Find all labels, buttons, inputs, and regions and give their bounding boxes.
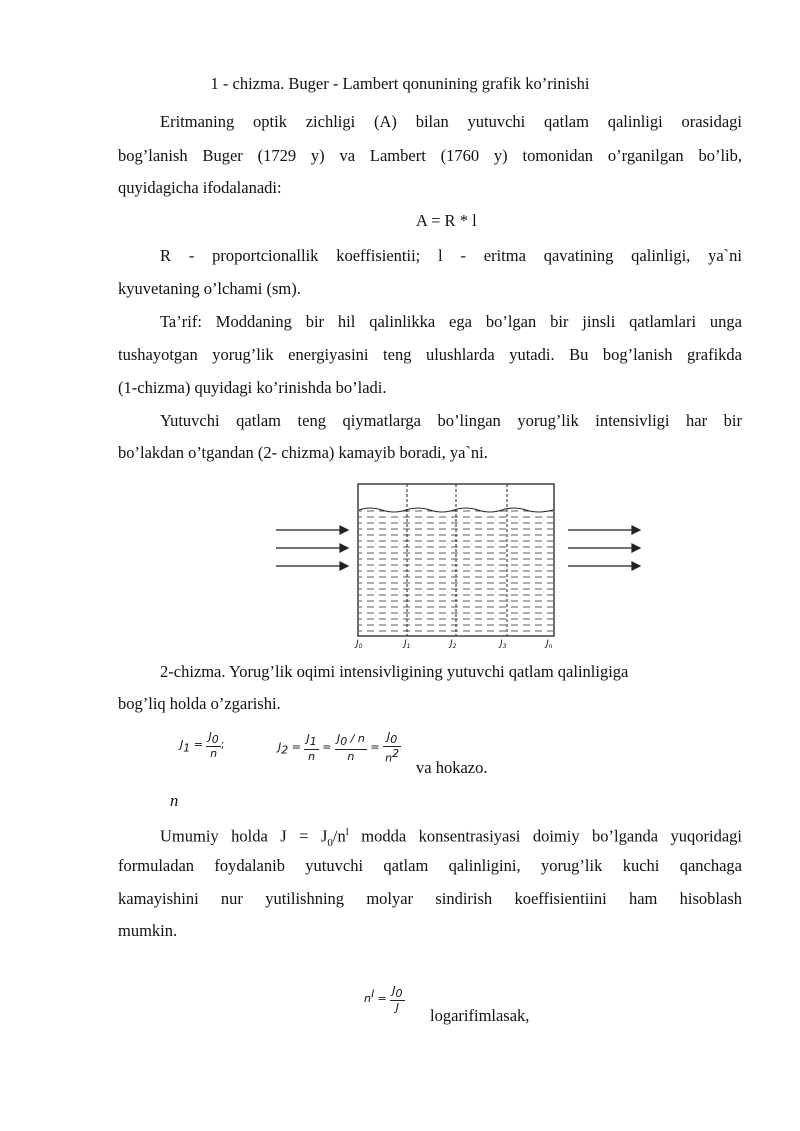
label-j1: $J_1$ <box>404 639 411 648</box>
label-j3: $J_3$ <box>500 639 507 648</box>
eq-symbol: J <box>306 732 310 746</box>
stray-n: n <box>170 791 179 810</box>
eq-sub: 1 <box>309 735 317 749</box>
eq-symbol: n <box>308 749 316 763</box>
paragraph-line: (1-chizma) quyidagi ko’rinishda bo’ladi. <box>118 378 387 397</box>
paragraph-line: bog’lanish Buger (1729 y) va Lambert (1760 y) tomonidan o’rganilgan bo’lib, <box>118 146 742 165</box>
eq-symbol: J <box>395 1001 400 1015</box>
eq-symbol: J <box>208 730 212 743</box>
text-sup: l <box>345 826 349 838</box>
eq-sub: 2 <box>281 743 289 757</box>
eq-symbol: n <box>210 747 218 761</box>
paragraph-line: Eritmaning optik zichligi (A) bilan yutuvchi qatlam qalinligi orasidagi <box>160 112 742 131</box>
eq-sub: 0 <box>340 735 348 749</box>
eq-symbol: J <box>336 732 341 746</box>
paragraph-line: tushayotgan yorug’lik energiyasini teng ulushlarda yutadi. Bu bog’lanish grafikda <box>118 345 742 364</box>
equation-j1: $J_1$ = $\frac{J_0}{n}$ ; <box>180 730 225 761</box>
eq-symbol: J <box>278 740 282 754</box>
formula-a-r-l: A = R * l <box>416 211 477 230</box>
eq-symbol: J <box>392 984 396 997</box>
label-jn: $J_n$ <box>546 639 553 648</box>
eq-symbol: n <box>385 751 393 765</box>
caption-line: bog’liq holda o’zgarishi. <box>118 694 281 713</box>
paragraph-line: R - proportcionallik koeffisientii; l - eritma qavatining qalinligi, ya`ni <box>160 246 742 265</box>
eq-symbol: n <box>364 992 371 1006</box>
label-j2: $J_2$ <box>450 639 457 648</box>
incoming-arrows-icon <box>276 526 348 570</box>
text-run: /n <box>332 826 346 846</box>
eq-sub: 0 <box>390 733 398 747</box>
paragraph-line: mumkin. <box>118 921 178 940</box>
paragraph-line: Yutuvchi qatlam teng qiymatlarga bo’lingan yorug’lik intensivligi har bir <box>160 411 742 430</box>
paragraph-line: Ta’rif: Moddaning bir hil qalinlikka ega bo’lgan bir jinsli qatlamlari unga <box>160 312 742 331</box>
caption-line: 2-chizma. Yorug’lik oqimi intensivligining yutuvchi qatlam qalinligiga <box>160 662 629 681</box>
paragraph-line <box>160 822 742 853</box>
paragraph-line: formuladan foydalanib yutuvchi qatlam qalinligini, yorug’lik kuchi qanchaga <box>118 856 742 875</box>
eq-sup: l <box>370 987 375 1001</box>
eq-symbol: / n <box>347 732 365 746</box>
eq-sup: 2 <box>392 747 400 761</box>
va-hokazo: va hokazo. <box>416 758 488 777</box>
caption-figure-1: 1 - chizma. Buger - Lambert qonunining grafik ko’rinishi <box>210 74 590 93</box>
equation-j2: $J_2$ = $\frac{J_1}{n}$ = $\frac{J_0 / n}{n}$ = $\frac{J_0}{n^2}$ <box>278 730 400 765</box>
label-j0: $J_0$ <box>356 639 363 648</box>
text-run: Umumiy holda J = J <box>160 826 328 846</box>
equation-nl: $n^l$ = $\frac{J_0}{J}$ <box>364 984 403 1015</box>
paragraph-line: quyidagicha ifodalanadi: <box>118 178 282 197</box>
eq-symbol: J <box>180 738 184 752</box>
logarifimlasak: logarifimlasak, <box>430 1006 530 1025</box>
paragraph-line: kyuvetaning o’lchami (sm). <box>118 279 301 298</box>
eq-sub: 0 <box>395 987 403 1001</box>
eq-sub: 1 <box>183 741 191 755</box>
outgoing-arrows-icon <box>568 526 640 570</box>
eq-symbol: J <box>386 730 391 743</box>
paragraph-line: kamayishini nur yutilishning molyar sindirish koeffisientiini ham hisoblash <box>118 889 742 908</box>
text-sub: 0 <box>327 836 333 849</box>
eq-symbol: n <box>347 749 355 763</box>
paragraph-line: bo’lakdan o’tgandan (2- chizma) kamayib boradi, ya`ni. <box>118 443 488 462</box>
text-run: modda konsentrasiyasi doimiy bo’lganda yuqoridagi <box>348 826 742 846</box>
figure-absorbing-layer <box>270 478 650 648</box>
eq-sub: 0 <box>211 733 219 747</box>
